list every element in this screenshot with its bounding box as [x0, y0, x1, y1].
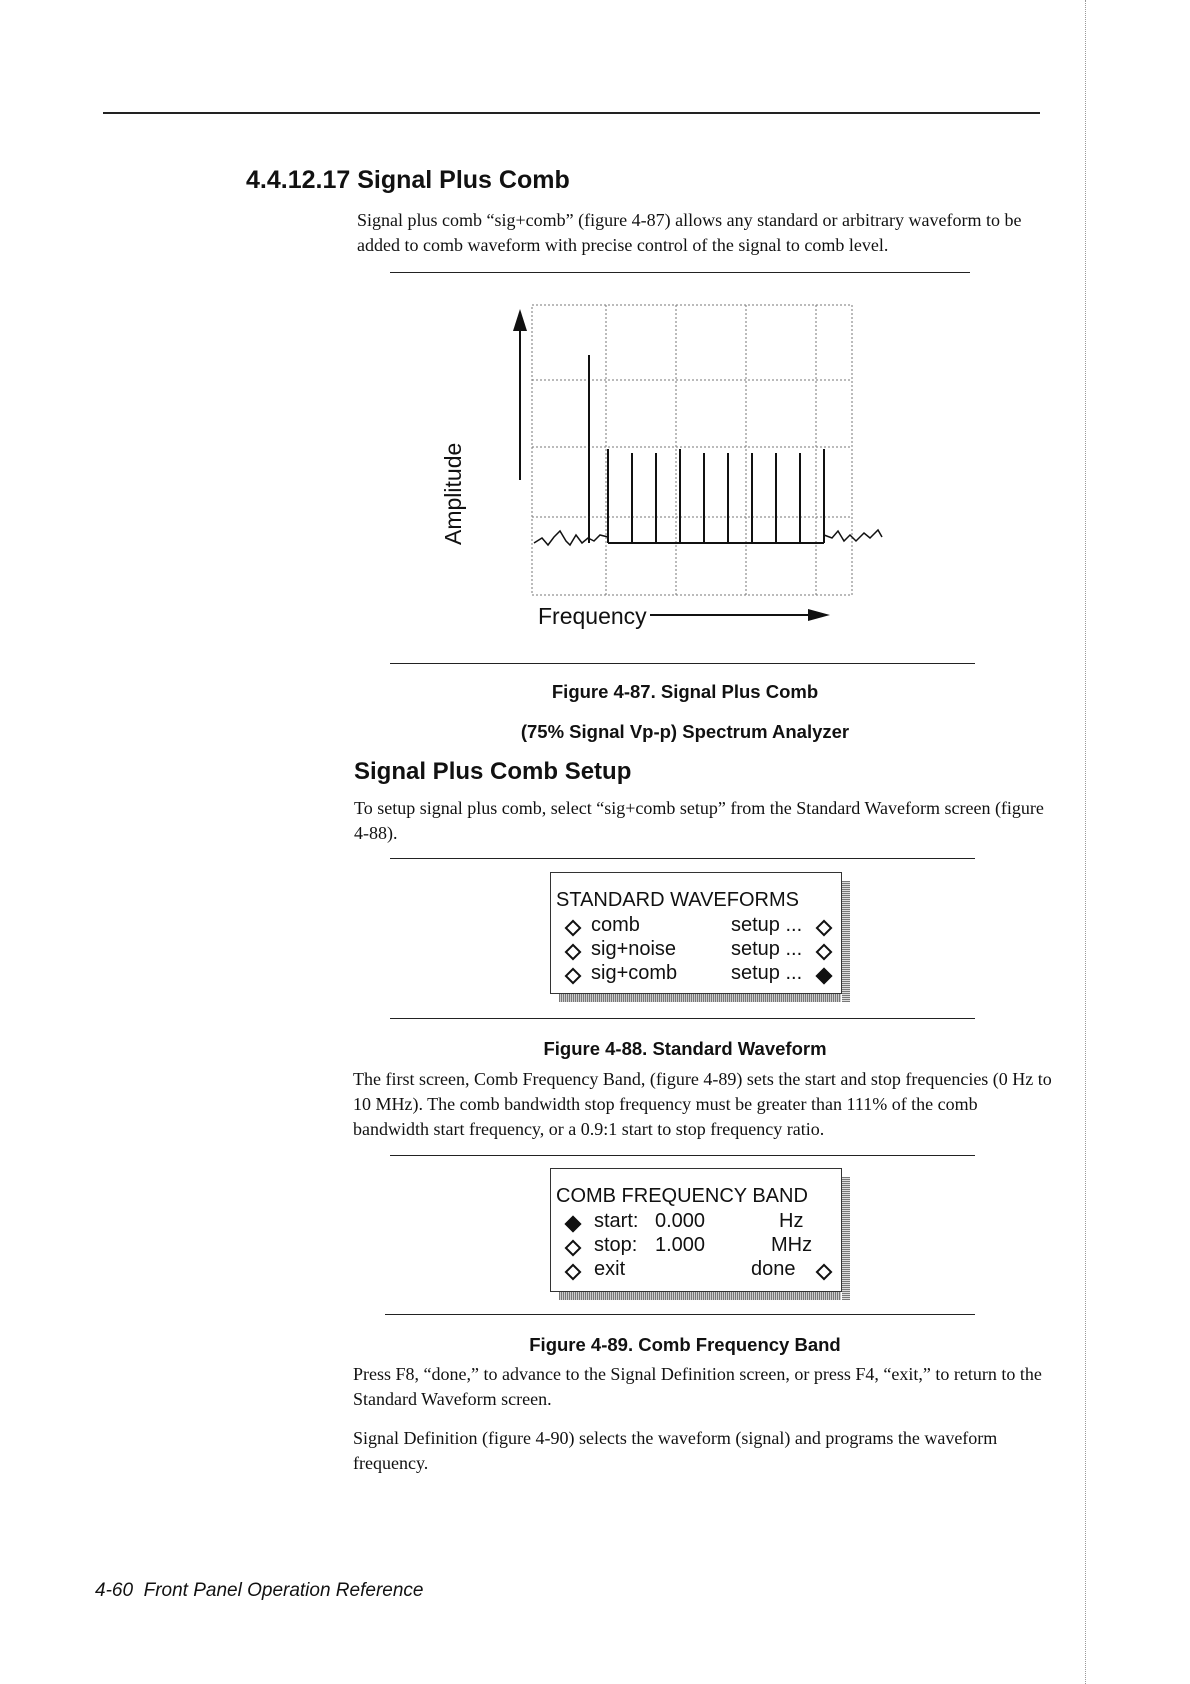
comb-frequency-band-screen — [550, 1168, 842, 1292]
figure87-chart — [450, 295, 920, 640]
diamond-open-icon[interactable] — [565, 944, 582, 961]
footer-title: Front Panel Operation Reference — [143, 1580, 424, 1601]
x-axis-arrow — [650, 609, 830, 621]
row-action: setup ... — [731, 962, 803, 984]
noise-right — [824, 530, 882, 541]
row-label: sig+comb — [591, 962, 678, 984]
after-paragraph-2: Signal Definition (figure 4-90) selects the waveform (signal) and programs the waveform frequency. — [353, 1428, 998, 1473]
figure87-caption-line2: (75% Signal Vp-p) Spectrum Analyzer — [520, 721, 850, 742]
row-value[interactable]: 0.000 — [655, 1210, 706, 1232]
comb-lines — [589, 355, 824, 543]
page-edge — [1085, 0, 1086, 1684]
diamond-filled-icon[interactable] — [816, 968, 833, 985]
standard-waveforms-screen — [550, 872, 842, 994]
row-label: stop: — [594, 1234, 638, 1256]
figure89-top-rule — [390, 1155, 975, 1156]
diamond-filled-icon[interactable] — [565, 1216, 582, 1233]
y-axis-arrow — [513, 309, 527, 480]
band-row-exit[interactable] — [551, 1258, 841, 1282]
row-label: start: — [594, 1210, 639, 1232]
menu-row-sigcomb[interactable] — [551, 962, 841, 986]
figure88-top-rule — [390, 858, 975, 859]
band-row-stop[interactable] — [551, 1234, 841, 1258]
figure89-bottom-rule — [385, 1314, 975, 1315]
figure88-caption: Figure 4-88. Standard Waveform — [543, 1038, 827, 1059]
diamond-open-icon[interactable] — [816, 920, 833, 937]
setup-heading: Signal Plus Comb Setup — [354, 758, 632, 785]
after-paragraph-1: Press F8, “done,” to advance to the Signal Definition screen, or press F4, “exit,” to return to the Standard Waveform screen. — [353, 1364, 1042, 1409]
row-label: comb — [591, 914, 640, 936]
page-number: 4-60 — [95, 1580, 134, 1601]
band-row-start[interactable] — [551, 1210, 841, 1234]
row-action: setup ... — [731, 914, 803, 936]
row-unit: MHz — [771, 1234, 813, 1256]
figure88-bottom-rule — [390, 1018, 975, 1019]
menu-row-comb[interactable] — [551, 914, 841, 938]
row-label: exit — [594, 1258, 626, 1280]
row-label: sig+noise — [591, 938, 677, 960]
band-paragraph: The first screen, Comb Frequency Band, (figure 4-89) sets the start and stop frequencies (0 Hz to 10 MHz). The comb bandwidth stop frequency must be greater than 111% of the comb bandwidth start frequency, or a 0.9:1 start to stop frequency ratio. — [353, 1069, 1052, 1139]
figure87-caption-line1: Figure 4-87. Signal Plus Comb — [551, 681, 819, 702]
row-action: setup ... — [731, 938, 803, 960]
setup-paragraph: To setup signal plus comb, select “sig+comb setup” from the Standard Waveform screen (figure 4-88). — [354, 798, 1044, 843]
row-value[interactable]: 1.000 — [655, 1234, 706, 1256]
diamond-open-icon[interactable] — [565, 1240, 582, 1257]
figure89-caption: Figure 4-89. Comb Frequency Band — [529, 1334, 841, 1355]
menu-row-signoise[interactable] — [551, 938, 841, 962]
footer — [95, 1580, 423, 1602]
row-unit: Hz — [779, 1210, 804, 1232]
diamond-open-icon[interactable] — [565, 920, 582, 937]
chart-grid — [532, 305, 852, 595]
intro-paragraph: Signal plus comb “sig+comb” (figure 4-87) allows any standard or arbitrary waveform to be added to comb waveform with precise control of the signal to comb level. — [357, 210, 1022, 255]
y-axis-label: Amplitude — [440, 442, 466, 545]
noise-left — [534, 531, 608, 545]
diamond-open-icon[interactable] — [816, 944, 833, 961]
row-unit: done — [751, 1258, 796, 1280]
figure87-top-rule — [390, 272, 970, 273]
x-axis-label: Frequency — [538, 603, 647, 629]
screen-title: STANDARD WAVEFORMS — [556, 889, 799, 911]
diamond-open-icon[interactable] — [565, 1264, 582, 1281]
section-heading: 4.4.12.17 Signal Plus Comb — [246, 166, 570, 194]
diamond-open-icon[interactable] — [565, 968, 582, 985]
screen-title: COMB FREQUENCY BAND — [556, 1185, 808, 1207]
header-rule — [103, 112, 1040, 114]
figure87-bottom-rule — [390, 663, 975, 664]
diamond-open-icon[interactable] — [816, 1264, 833, 1281]
